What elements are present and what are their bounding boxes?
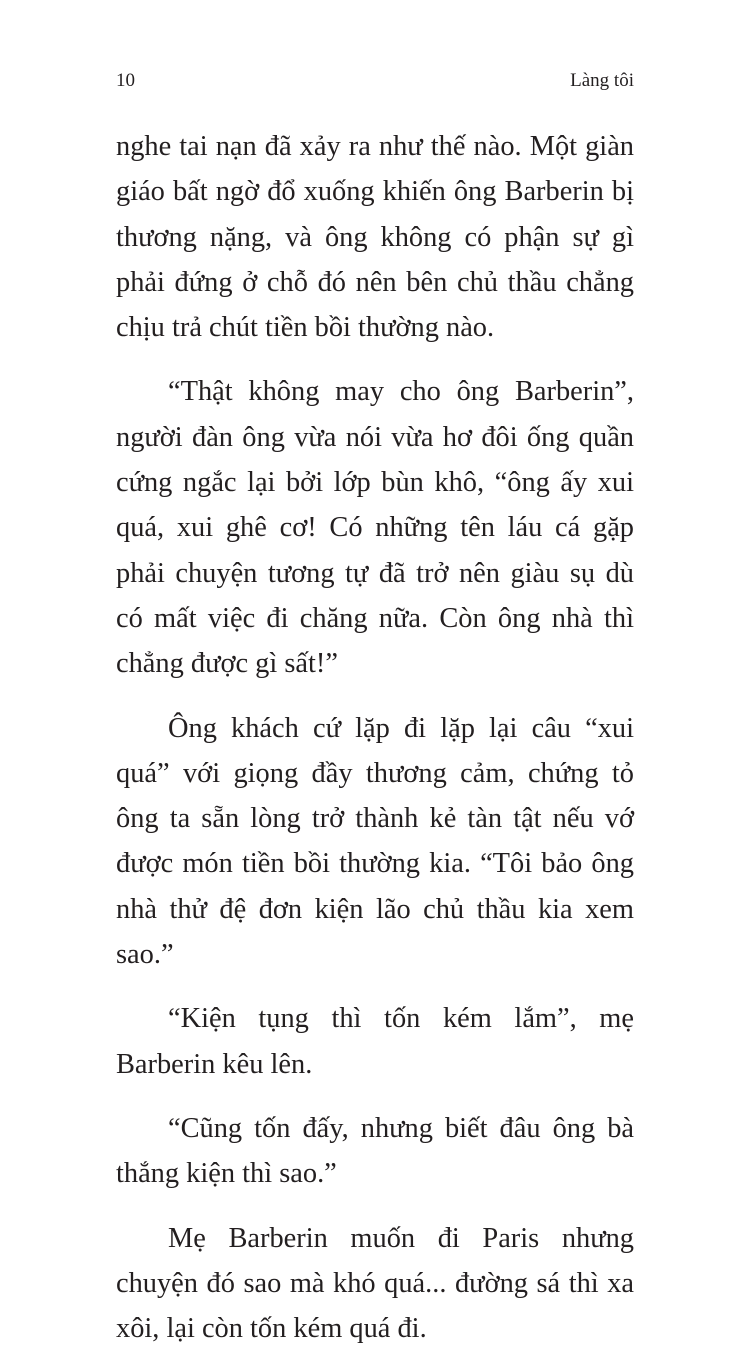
paragraph: “Cũng tốn đấy, nhưng biết đâu ông bà thắng kiện thì sao.” — [116, 1112, 634, 1190]
paragraph: “Thật không may cho ông Barberin”, người đàn ông vừa nói vừa hơ đôi ống quần cứng ngắc lại bởi lớp bùn khô, “ông ấy xui quá, xui ghê cơ! Có những tên láu cá gặp phải chuyện tương tự đã trở nên giàu sụ dù có mất việc đi chăng nữa. Còn ông nhà thì chẳng được gì sất!” — [116, 376, 634, 680]
paragraph: nghe tai nạn đã xảy ra như thế nào. Một giàn giáo bất ngờ đổ xuống khiến ông Barberin bị thương nặng, và ông không có phận sự gì phải đứng ở chỗ đó nên bên chủ thầu chẳng chịu trả chút tiền bồi thường nào. — [116, 131, 634, 344]
paragraph: Ông khách cứ lặp đi lặp lại câu “xui quá” với giọng đầy thương cảm, chứng tỏ ông ta sẵn lòng trở thành kẻ tàn tật nếu vớ được món tiền bồi thường kia. “Tôi bảo ông nhà thử đệ đơn kiện lão chủ thầu kia xem sao.” — [116, 712, 634, 971]
page-number: 10 — [116, 70, 135, 91]
book-title: Làng tôi — [570, 70, 634, 91]
body-text — [116, 124, 634, 1370]
running-header — [116, 66, 634, 96]
paragraph: “Kiện tụng thì tốn kém lắm”, mẹ Barberin kêu lên. — [116, 1003, 634, 1080]
paragraph: Mẹ Barberin muốn đi Paris nhưng chuyện đó sao mà khó quá... đường sá thì xa xôi, lại còn tốn kém quá đi. — [116, 1222, 634, 1345]
